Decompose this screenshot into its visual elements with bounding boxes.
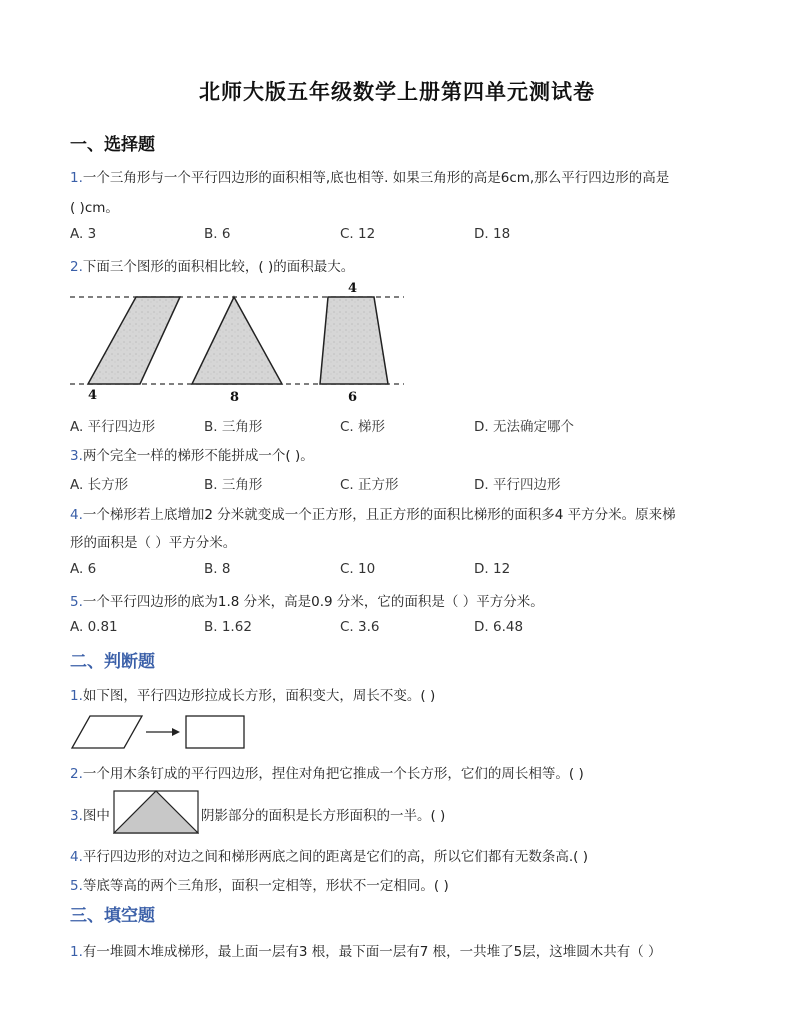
question-number: 4. <box>70 849 83 865</box>
question-number: 1. <box>70 170 83 186</box>
section-title-fill: 三、填空题 <box>70 906 155 926</box>
question-body: 一个平行四边形的底为1.8 分米，高是0.9 分米，它的面积是（ ）平方分米。 <box>82 594 544 610</box>
question-body: 有一堆圆木堆成梯形，最上面一层有3 根，最下面一层有7 根，一共堆了5层，这堆圆木共有（ ） <box>82 944 662 960</box>
shapes-figure <box>68 280 408 406</box>
parallelogram-shape <box>88 297 180 384</box>
question-text-cont: ( )cm。 <box>70 200 119 216</box>
parallelogram-to-rectangle-figure <box>68 712 250 752</box>
question-number: 4. <box>70 507 83 523</box>
question-number: 3. <box>70 808 83 824</box>
question-number: 5. <box>70 878 83 894</box>
option-d[interactable]: D. 平行四边形 <box>474 477 561 493</box>
option-b[interactable]: B. 1.62 <box>204 619 252 635</box>
question-body: 平行四边形的对边之间和梯形两底之间的距离是它们的高，所以它们都有无数条高.( ) <box>82 849 589 865</box>
trapezoid-top-label: 4 <box>348 281 358 296</box>
question-body: 下面三个图形的面积相比较，( )的面积最大。 <box>82 259 355 275</box>
question-text <box>70 166 669 186</box>
question-body: 两个完全一样的梯形不能拼成一个( )。 <box>82 448 314 464</box>
option-b[interactable]: B. 6 <box>204 226 231 242</box>
question-body: 一个用木条钉成的平行四边形，捏住对角把它推成一个长方形，它们的周长相等。( ) <box>82 766 584 782</box>
question-body: 如下图，平行四边形拉成长方形，面积变大，周长不变。( ) <box>82 688 436 704</box>
question-number: 3. <box>70 448 83 464</box>
option-a[interactable]: A. 0.81 <box>70 619 118 635</box>
question-text <box>70 684 435 704</box>
question-text <box>70 590 544 610</box>
triangle-shape <box>192 297 282 384</box>
question-body: 一个梯形若上底增加2 分米就变成一个正方形，且正方形的面积比梯形的面积多4 平方分米。原来梯 <box>82 507 676 523</box>
page-title: 北师大版五年级数学上册第四单元测试卷 <box>199 80 595 104</box>
options-row <box>70 619 730 637</box>
option-a[interactable]: A. 平行四边形 <box>70 419 156 435</box>
question-text-cont: 形的面积是（ ）平方分米。 <box>70 535 237 551</box>
arrow-head <box>172 728 180 736</box>
question-text <box>70 255 354 275</box>
question-number: 1. <box>70 688 83 704</box>
question-body: 一个三角形与一个平行四边形的面积相等,底也相等. 如果三角形的高是6cm,那么平行四边形的高是 <box>82 170 670 186</box>
question-body-after: 阴影部分的面积是长方形面积的一半。( ) <box>201 808 446 824</box>
option-c[interactable]: C. 10 <box>340 561 376 577</box>
question-text <box>70 444 314 464</box>
option-a[interactable]: A. 长方形 <box>70 477 129 493</box>
trapezoid-bottom-label: 6 <box>348 390 358 405</box>
trapezoid-shape <box>320 297 388 384</box>
option-c[interactable]: C. 梯形 <box>340 419 386 435</box>
option-b[interactable]: B. 三角形 <box>204 419 263 435</box>
options-row <box>70 561 730 579</box>
parallelogram-base-label: 4 <box>88 388 98 403</box>
question-text <box>70 503 676 523</box>
question-text <box>70 940 662 960</box>
question-text <box>70 804 110 824</box>
question-text <box>70 874 449 894</box>
question-body: 等底等高的两个三角形，面积一定相等，形状不一定相同。( ) <box>82 878 449 894</box>
section-title-judge: 二、判断题 <box>70 652 155 672</box>
option-a[interactable]: A. 6 <box>70 561 97 577</box>
triangle-base-label: 8 <box>230 390 240 405</box>
parallelogram-shape <box>72 716 142 748</box>
question-number: 1. <box>70 944 83 960</box>
option-b[interactable]: B. 8 <box>204 561 231 577</box>
shaded-triangle-in-rectangle-figure <box>113 790 199 834</box>
option-d[interactable]: D. 12 <box>474 561 511 577</box>
question-number: 2. <box>70 766 83 782</box>
question-text <box>70 845 588 865</box>
question-text <box>70 762 584 782</box>
option-a[interactable]: A. 3 <box>70 226 97 242</box>
option-b[interactable]: B. 三角形 <box>204 477 263 493</box>
option-d[interactable]: D. 6.48 <box>474 619 524 635</box>
rectangle-shape <box>186 716 244 748</box>
options-row <box>70 226 730 244</box>
options-row <box>70 415 730 433</box>
question-number: 2. <box>70 259 83 275</box>
option-d[interactable]: D. 无法确定哪个 <box>474 419 574 435</box>
question-number: 5. <box>70 594 83 610</box>
options-row <box>70 473 730 491</box>
option-c[interactable]: C. 正方形 <box>340 477 399 493</box>
option-d[interactable]: D. 18 <box>474 226 511 242</box>
question-body-before: 图中 <box>82 808 110 824</box>
option-c[interactable]: C. 12 <box>340 226 376 242</box>
section-title-choice: 一、选择题 <box>70 135 155 155</box>
option-c[interactable]: C. 3.6 <box>340 619 380 635</box>
